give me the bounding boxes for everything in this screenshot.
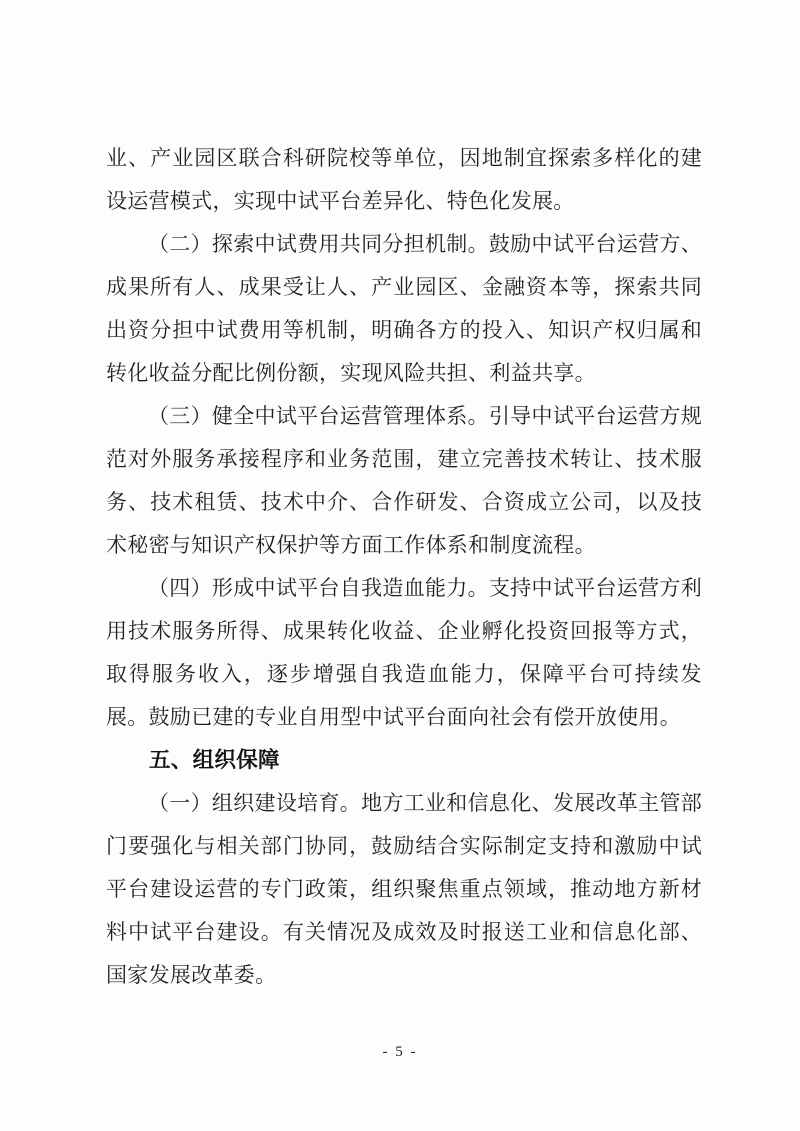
paragraph-item-3	[106, 395, 702, 567]
paragraph-text: 引导中试平台运营方规范对外服务承接程序和业务范围，建立完善技术转让、技术服务、技术租赁、技术中介、合作研发、合资成立公司，以及技术秘密与知识产权保护等方面工作体系和制度流程。	[106, 404, 702, 557]
paragraph-lead: （三）健全中试平台运营管理体系。	[148, 404, 489, 428]
paragraph-item-4	[106, 567, 702, 739]
paragraph-text: 地方工业和信息化、发展改革主管部门要强化与相关部门协同，鼓励结合实际制定支持和激励中试平台建设运营的专门政策，组织聚焦重点领域，推动地方新材料中试平台建设。有关情况及成效及时报送工业和信息化部、国家发展改革委。	[106, 791, 702, 987]
paragraph-continuation: 业、产业园区联合科研院校等单位，因地制宜探索多样化的建设运营模式，实现中试平台差异化、特色化发展。	[106, 146, 702, 213]
paragraph-text: 支持中试平台运营方利用技术服务所得、成果转化收益、企业孵化投资回报等方式，取得服务收入，逐步增强自我造血能力，保障平台可持续发展。鼓励已建的专业自用型中试平台面向社会有偿开放使用。	[106, 576, 702, 729]
paragraph-text: 鼓励中试平台运营方、成果所有人、成果受让人、产业园区、金融资本等，探索共同出资分担中试费用等机制，明确各方的投入、知识产权归属和转化收益分配比例份额，实现风险共担、利益共享。	[106, 232, 702, 385]
page-number: - 5 -	[382, 1044, 418, 1060]
paragraph-lead: （一）组织建设培育。	[148, 791, 362, 815]
paragraph-item-2	[106, 223, 702, 395]
document-body	[106, 137, 702, 997]
paragraph-item-1	[106, 782, 702, 997]
section-heading: 五、组织保障	[149, 748, 280, 772]
paragraph-lead: （四）形成中试平台自我造血能力。	[148, 576, 489, 600]
paragraph-lead: （二）探索中试费用共同分担机制。	[148, 232, 489, 256]
